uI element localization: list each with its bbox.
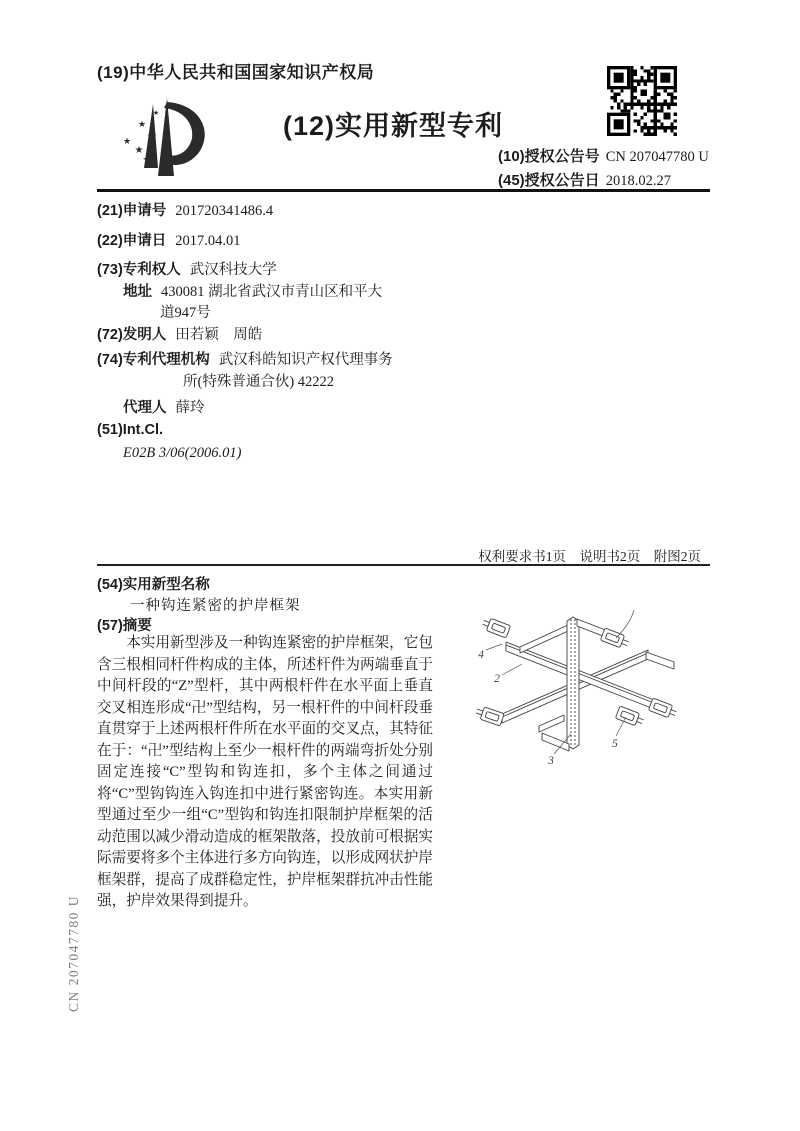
figure-label-4: 4 <box>478 649 484 661</box>
section-divider <box>97 564 710 566</box>
agent-row <box>123 396 205 417</box>
application-date: 2017.04.01 <box>175 233 241 249</box>
abstract-section-label: (57)摘要 <box>97 618 152 634</box>
figure-label-5: 5 <box>612 738 618 750</box>
agency-label: (74)专利代理机构 <box>97 352 210 368</box>
agency-line1: 武汉科皓知识产权代理事务 <box>218 352 393 368</box>
publication-number-row <box>498 145 709 169</box>
logo-star: ★ <box>146 129 158 143</box>
invention-title: 一种钩连紧密的护岸框架 <box>130 598 301 614</box>
application-date-row <box>97 229 241 250</box>
publication-info <box>498 145 709 193</box>
inventors: 田若颖 周皓 <box>175 327 263 343</box>
side-publication-code: CN 207047780 U <box>66 894 81 1012</box>
application-date-label: (22)申请日 <box>97 233 167 249</box>
agency-row <box>97 348 393 369</box>
inventors-label: (72)发明人 <box>97 327 167 343</box>
publication-number-label: (10)授权公告号 <box>498 148 600 165</box>
agent-label: 代理人 <box>123 400 167 416</box>
figure-label-3: 3 <box>548 755 554 767</box>
logo-star: ★ <box>137 119 147 129</box>
document-type-title: (12)实用新型专利 <box>283 111 504 141</box>
publication-date: 2018.02.27 <box>605 173 671 189</box>
header-divider <box>97 189 710 192</box>
patentee-row <box>97 258 277 279</box>
intcl-label: (51)Int.Cl. <box>97 422 164 438</box>
issuing-office: (19)中华人民共和国国家知识产权局 <box>97 63 375 82</box>
logo-star: ★ <box>122 136 132 146</box>
logo-star: ★ <box>142 152 154 167</box>
agent: 薛玲 <box>175 400 205 416</box>
address-line1: 430081 湖北省武汉市青山区和平大 <box>161 284 383 300</box>
cnipa-logo <box>112 90 218 188</box>
qr-code <box>607 66 677 136</box>
logo-star: ★ <box>152 109 160 117</box>
address-line2: 道947号 <box>160 305 211 321</box>
patent-figure <box>450 588 710 818</box>
intcl-class: E02B 3/06(2006.01) <box>123 445 242 461</box>
abstract-text: 本实用新型涉及一种钩连紧密的护岸框架，它包含三根相同杆件构成的主体，所述杆件为两端垂直于中间杆段的“Z”型杆，其中两根杆件在水平面上垂直交叉相连形成“卍”型结构，另一根杆件的中间杆段垂直贯穿于上述两根杆件所在水平面的交叉点，其特征在于：“卍”型结构上至少一根杆件的两端弯折处分别固定连接“C”型钩和钩连扣，多个主体之间通过将“C”型钩钩连入钩连扣中进行紧密钩连。本实用新型通过至少一组“C”型钩和钩连扣限制护岸框架的活动范围以减少滑动造成的框架散落，投放前可根据实际需要将多个主体进行多方向钩连，以形成网状护岸框架群，提高了成群稳定性，护岸框架群抗冲击性能强，护岸效果得到提升。 <box>97 635 433 909</box>
agency-line2: 所(特殊普通合伙) 42222 <box>183 374 335 390</box>
address-row <box>123 280 382 301</box>
application-number-row <box>97 199 273 220</box>
address-label: 地址 <box>123 284 152 300</box>
application-number-label: (21)申请号 <box>97 203 167 219</box>
patentee: 武汉科技大学 <box>189 262 277 278</box>
figure-label-2: 2 <box>494 673 500 685</box>
publication-date-label: (45)授权公告日 <box>498 172 600 189</box>
inventors-row <box>97 323 262 344</box>
application-number: 201720341486.4 <box>175 203 274 219</box>
title-section-label: (54)实用新型名称 <box>97 577 210 593</box>
publication-number: CN 207047780 U <box>605 149 709 165</box>
pages-info: 权利要求书1页 说明书2页 附图2页 <box>478 549 701 564</box>
logo-star: ★ <box>134 145 144 156</box>
patentee-label: (73)专利权人 <box>97 262 181 278</box>
